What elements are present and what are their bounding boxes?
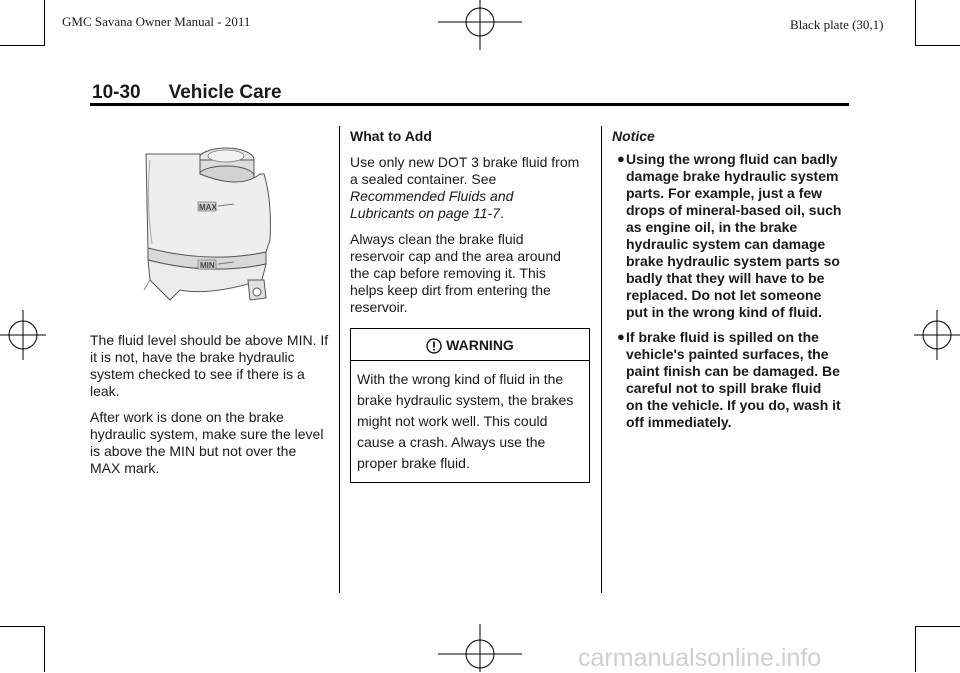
notice-item: ● Using the wrong fluid can badly damage brake hydraulic system parts. For example, just a few drops of mineral-based oil, such as engine oil, in the brake hydraulic system can damage brake hydraulic system parts so badly that they will have to be replaced. Do not let someone put in the wrong kind of fluid.: [617, 151, 842, 320]
registration-mark-top: [438, 0, 522, 50]
title-rule: [90, 103, 849, 106]
section-title: Vehicle Care: [168, 82, 282, 103]
registration-mark-right: [914, 310, 960, 360]
column-middle: [350, 128, 580, 483]
max-mark-label: MAX: [199, 203, 217, 212]
running-header-left: GMC Savana Owner Manual - 2011: [62, 14, 251, 29]
bullet-icon: ●: [617, 329, 625, 344]
running-header-right: Black plate (30,1): [790, 17, 884, 32]
paragraph-dot3: Use only new DOT 3 brake fluid from a sealed container. See Recommended Fluids and Lubricants on page 11-7.: [350, 154, 580, 221]
notice-list: [612, 151, 842, 431]
bullet-icon: ●: [617, 151, 625, 166]
registration-mark-left: [0, 310, 46, 360]
column-right: [612, 128, 842, 439]
paragraph-fluid-level: The fluid level should be above MIN. If it is not, have the brake hydraulic system checked to see if there is a leak.: [90, 332, 329, 399]
column-divider-1: [339, 126, 340, 593]
brake-reservoir-illustration: [140, 140, 290, 310]
registration-mark-bottom: [438, 624, 522, 672]
watermark: carmanualsonline.info: [578, 644, 822, 672]
min-mark-label: MIN: [200, 261, 215, 270]
warning-box: [350, 328, 590, 483]
paragraph-after-work: After work is done on the brake hydraulic system, make sure the level is above the MIN but not over the MAX mark.: [90, 409, 324, 476]
warning-icon: [426, 338, 442, 354]
page-title: [92, 82, 282, 104]
column-left: [90, 332, 330, 486]
cross-reference-link[interactable]: Recommended Fluids and Lubricants on page 11-7: [350, 188, 514, 221]
warning-title: WARNING: [446, 337, 514, 353]
page-number: 10-30: [92, 82, 141, 103]
column-divider-2: [601, 126, 602, 593]
paragraph-clean-cap: Always clean the brake fluid reservoir cap and the area around the cap before removing it. This helps keep dirt from entering the reservoir.: [350, 231, 561, 315]
notice-heading: Notice: [612, 128, 655, 144]
notice-item: ● If brake fluid is spilled on the vehicle's painted surfaces, the paint finish can be damaged. Be careful not to spill brake fluid on the vehicle. If you do, wash it off immediately.: [617, 329, 841, 430]
warning-header: [351, 329, 589, 361]
what-to-add-heading: What to Add: [350, 128, 432, 144]
warning-body: With the wrong kind of fluid in the brake hydraulic system, the brakes might not work well. This could cause a crash. Always use the proper brake fluid.: [357, 371, 574, 471]
